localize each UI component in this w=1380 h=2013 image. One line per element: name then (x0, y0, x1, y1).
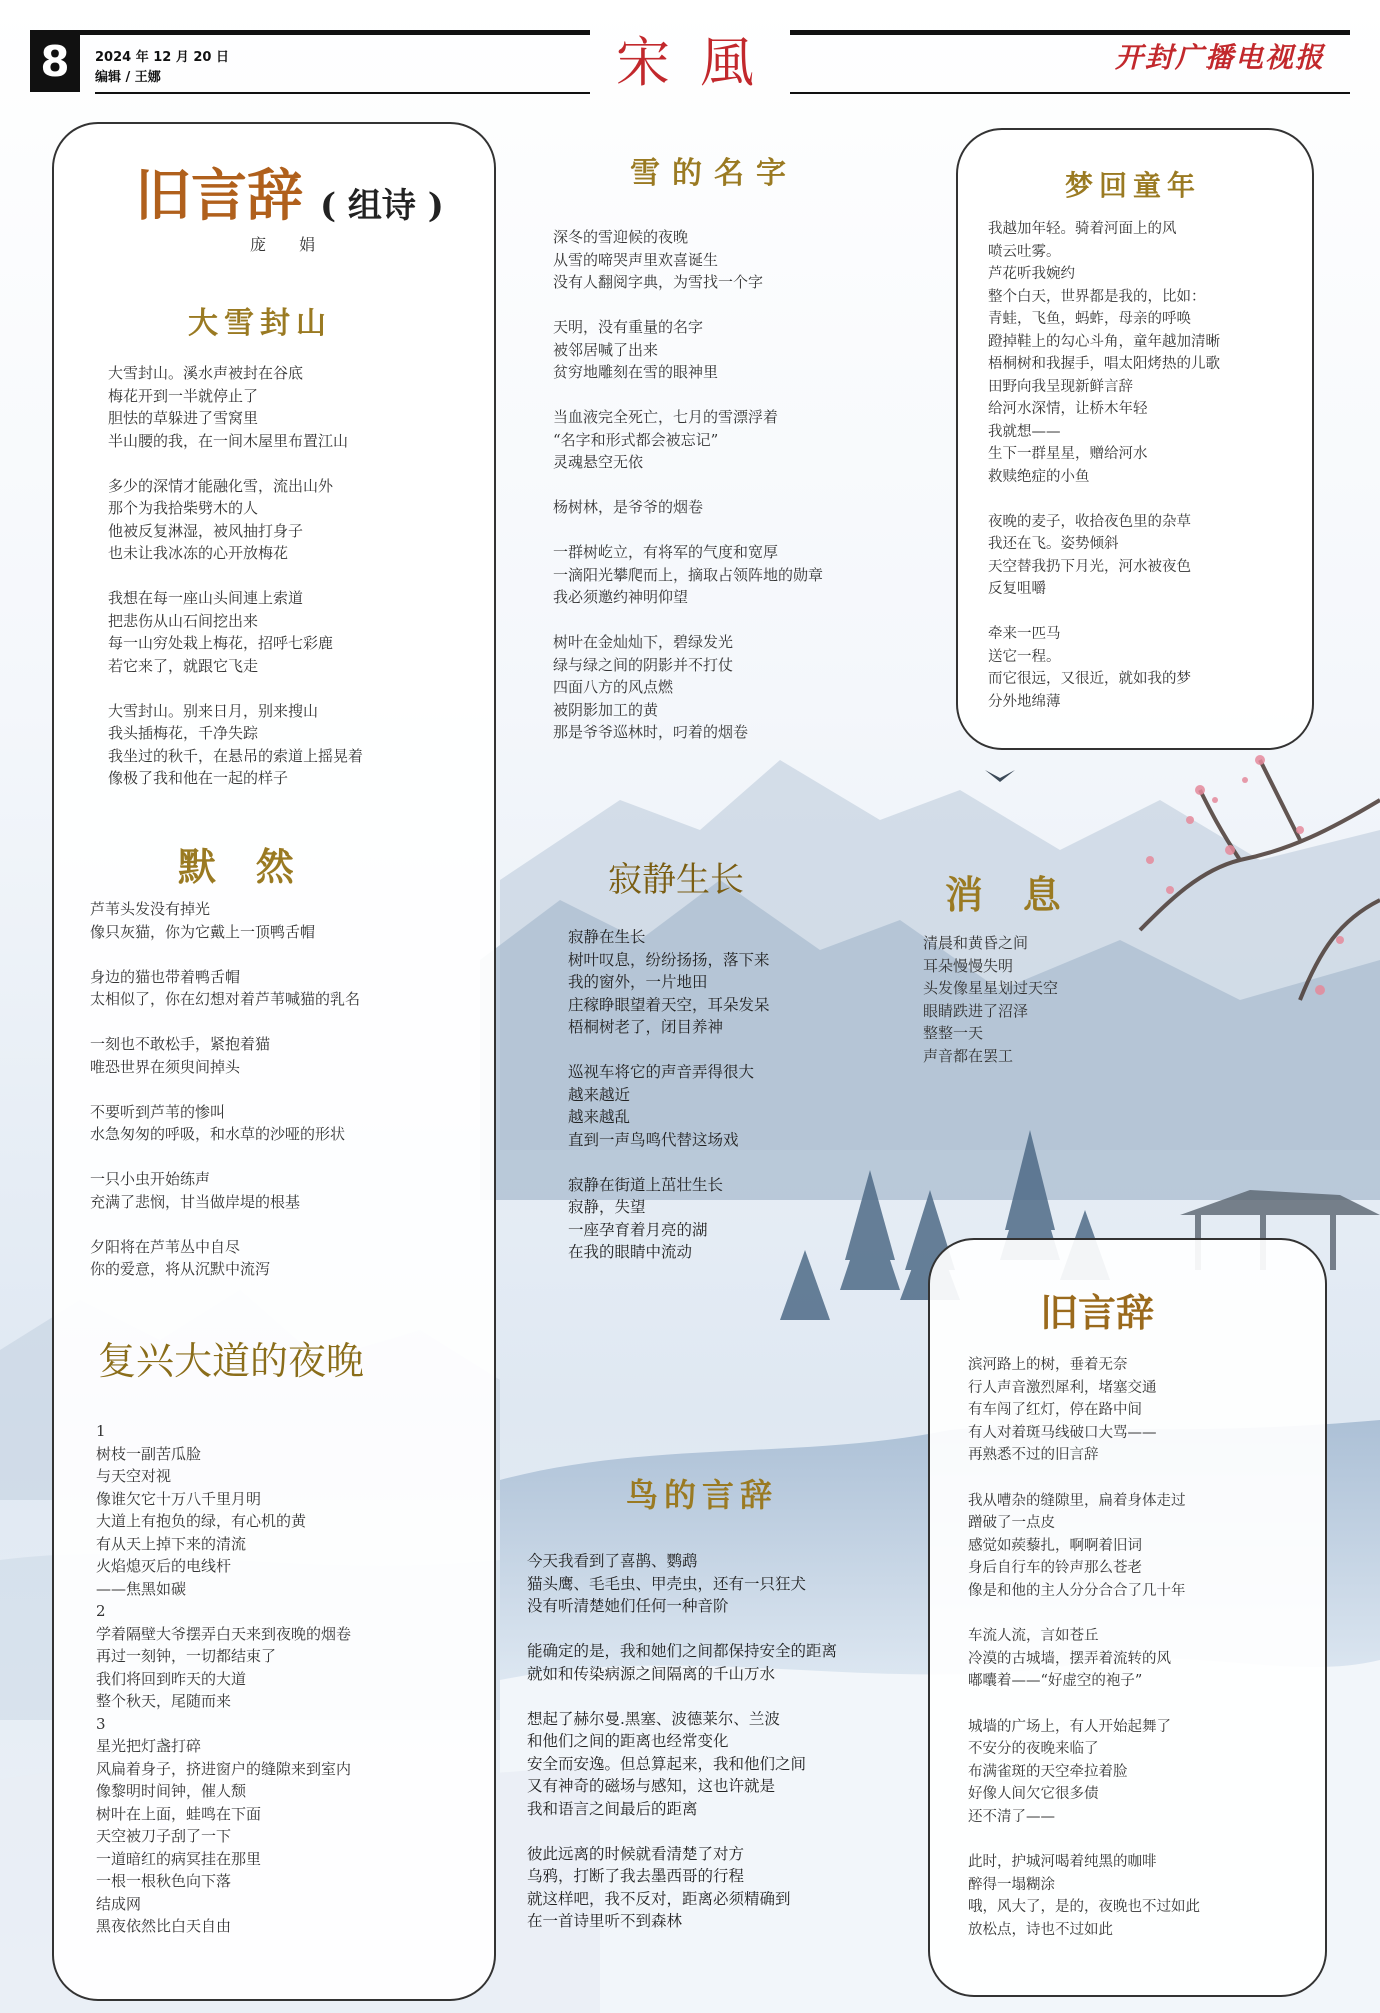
poem-text-snow-name: 深冬的雪迎候的夜晚 从雪的啼哭声里欢喜诞生 没有人翻阅字典，为雪找一个字 天明，没有重量的名字 被邻居喊了出来 贫穷地雕刻在雪的眼神里 当血液完全死亡，七月的雪漂浮着 “名字和形式都会被忘记” 灵魂悬空无依 杨树林，是爷爷的烟卷 一群树屹立，有将军的气度和宽厚 一滴阳光攀爬而上，摘取占领阵地的勋章 我必须邀约神明仰望 树叶在金灿灿下，碧绿发光 绿与绿之间的阴影并不打仗 四面八方的风点燃 被阴影加工的黄 那是爷爷巡林时，叼着的烟卷 (553, 228, 824, 741)
main-poem-title: 旧言辞 (135, 163, 303, 229)
poem-text-silence: 芦苇头发没有掉光 像只灰猫，你为它戴上一顶鸭舌帽 身边的猫也带着鸭舌帽 太相似了，你在幻想对着芦苇喊猫的乳名 一刻也不敢松手，紧抱着猫 唯恐世界在须臾间掉头 不要听到芦苇的惨叫 水急匆匆的呼吸，和水草的沙哑的形状 一只小虫开始练声 充满了悲悯，甘当做岸堤的根基 夕阳将在芦苇丛中自尽 你的爱意，将从沉默中流泻 (90, 900, 361, 1278)
poem-title-quiet-growth: 寂静生长 (608, 860, 744, 900)
poem-text-news: 清晨和黄昏之间 耳朵慢慢失明 头发像星星划过天空 眼睛跌进了沼泽 整整一天 声音都在罢工 (923, 934, 1059, 1065)
poem-title-bird-words: 鸟的言辞 (626, 1476, 779, 1514)
poem-title-silence: 默 然 (178, 844, 294, 889)
poem-title-fuxing-avenue: 复兴大道的夜晚 (98, 1339, 365, 1383)
issue-date: 2024 年 12 月 20 日 (95, 50, 229, 65)
page-number: 8 (30, 32, 80, 92)
poem-text-quiet-growth: 寂静在生长 树叶叹息，纷纷扬扬，落下来 我的窗外，一片地田 庄稼睁眼望着天空，耳朵发呆 梧桐树老了，闭目养神 巡视车将它的声音弄得很大 越来越近 越来越乱 直到一声鸟鸣代替这场戏 寂静在街道上茁壮生长 寂静，失望 一座孕育着月亮的湖 在我的眼睛中流动 (568, 928, 770, 1261)
paper-name: 开封广播电视报 (1115, 41, 1326, 74)
poem-text-childhood-dream: 我越加年轻。骑着河面上的风 喷云吐雾。 芦花听我婉约 整个白天，世界都是我的，比如： 青蛙，飞鱼，蚂蚱，母亲的呼唤 蹬掉鞋上的勾心斗角，童年越加清晰 梧桐树和我握手，唱太阳烤热的儿歌 田野向我呈现新鲜言辞 给河水深情，让桥木年轻 我就想—— 生下一群星星，赠给河水 救赎绝症的小鱼 夜晚的麦子，收拾夜色里的杂草 我还在飞。姿势倾斜 天空替我扔下月光，河水被夜色 反复咀嚼 牵来一匹马 送它一程。 而它很远，又很近，就如我的梦 分外地绵薄 (988, 221, 1220, 710)
poem-title-snow-name: 雪的名字 (630, 156, 798, 191)
header-rule-left (30, 30, 590, 35)
poem-text-bird-words: 今天我看到了喜鹊、鹦鹉 猫头鹰、毛毛虫、甲壳虫，还有一只狂犬 没有听清楚她们任何一种音阶 能确定的是，我和她们之间都保持安全的距离 就如和传染病源之间隔离的千山万水 想起了赫尔曼.黑塞、波德莱尔、兰波 和他们之间的距离也经常变化 安全而安逸。但总算起来，我和他们之间 又有神奇的磁场与感知，这也许就是 我和语言之间最后的距离 彼此远离的时候就看清楚了对方 乌鸦，打断了我去墨西哥的行程 就这样吧，我不反对，距离必须精确到 在一首诗里听不到森林 (527, 1552, 838, 1930)
main-poem-subtitle: ( 组诗 ) (320, 186, 444, 226)
poem-title-news: 消 息 (945, 872, 1061, 917)
editor-credit: 编辑 / 王娜 (95, 70, 161, 85)
header-underline-right (790, 92, 1350, 94)
section-title: 宋風 (616, 31, 784, 94)
poem-title-childhood-dream: 梦回童年 (1065, 169, 1202, 202)
poem-text-fuxing-avenue: 1 树枝一副苦瓜脸 与天空对视 像谁欠它十万八千里月明 大道上有抱负的绿，有心机的黄 有从天上掉下来的清流 火焰熄灭后的电线杆 ——焦黑如碳 2 学着隔壁大爷摆弄白天来到夜晚的烟卷 再过一刻钟，一切都结束了 我们将回到昨天的大道 整个秋天，尾随而来 3 星光把灯盏打碎 风扁着身子，挤进窗户的缝隙来到室内 像黎明时间钟，催人颓 树叶在上面，蛙鸣在下面 天空被刀子刮了一下 一道暗红的病冥挂在那里 一根一根秋色向下落 结成网 黑夜依然比白天自由 (96, 1422, 352, 1935)
header-rule-right (790, 30, 1350, 35)
poem-text-old-words: 滨河路上的树，垂着无奈 行人声音激烈犀利，堵塞交通 有车闯了红灯，停在路中间 有人对着斑马线破口大骂—— 再熟悉不过的旧言辞 我从嘈杂的缝隙里，扁着身体走过 蹭破了一点皮 感觉如蒺藜扎，啊啊着旧词 身后自行车的铃声那么苍老 像是和他的主人分分合合了几十年 车流人流，言如苍丘 冷漠的古城墙，摆弄着流转的风 嘟囔着——“好虚空的袍子” 城墙的广场上，有人开始起舞了 不安分的夜晚来临了 布满雀斑的天空牵拉着脸 好像人间欠它很多债 还不清了—— 此时，护城河喝着纯黑的咖啡 醉得一塌糊涂 哦，风大了，是的，夜晚也不过如此 放松点，诗也不过如此 (968, 1357, 1200, 1938)
poem-text-snow-mountain: 大雪封山。溪水声被封在谷底 梅花开到一半就停止了 胆怯的草躲进了雪窝里 半山腰的我，在一间木屋里布置江山 多少的深情才能融化雪，流出山外 那个为我拾柴劈木的人 他被反复淋湿，被风抽打身子 也未让我冰冻的心开放梅花 我想在每一座山头间連上索道 把悲伤从山石间挖出来 每一山穷处栽上梅花，招呼七彩鹿 若它来了，就跟它飞走 大雪封山。别来日月，别来搜山 我头插梅花，千净失踪 我坐过的秋千，在悬吊的索道上摇晃着 像极了我和他在一起的样子 (108, 364, 364, 787)
main-poem-author: 庞 娟 (250, 235, 330, 254)
header-underline-left (95, 92, 590, 94)
poem-title-snow-mountain: 大雪封山 (188, 306, 332, 341)
page-header (0, 0, 1380, 110)
poem-title-old-words: 旧言辞 (1040, 1290, 1155, 1335)
